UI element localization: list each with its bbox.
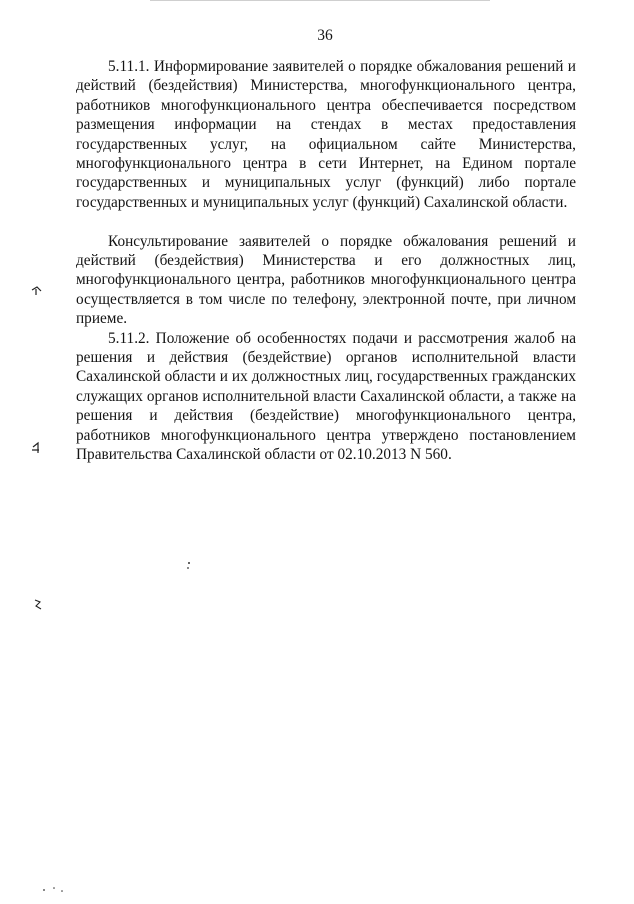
scan-mark [30, 441, 42, 455]
scan-edge-line [150, 0, 490, 1]
paragraph-consultation: Консультирование заявителей о порядке обжалования решений и действий (бездействия) Министерства и его должностных лиц, многофункционального центра, работников многофункционального центра осуществляется в том числе по телефону, электронной почте, при личном приеме. [76, 232, 576, 328]
document-body [76, 57, 576, 465]
scan-mark [32, 597, 44, 611]
scan-dot [40, 884, 70, 894]
paragraph-5-11-1: 5.11.1. Информирование заявителей о порядке обжалования решений и действий (бездействия) Министерства, многофункционального центра, работников многофункционального центра обеспечивается посредством размещения информации на стендах в местах предоставления государственных услуг, на официальном сайте Министерства, многофункционального центра в сети Интернет, на Едином портале государственных и муниципальных услуг (функций) либо портале государственных и муниципальных услуг (функций) Сахалинской области. [76, 58, 576, 211]
page-number: 36 [317, 27, 333, 44]
scan-mark [30, 283, 44, 297]
paragraph-5-11-2: 5.11.2. Положение об особенностях подачи и рассмотрения жалоб на решения и действия (бездействие) органов исполнительной власти Сахалинской области и их должностных лиц, государственных гражданских служащих органов исполнительной власти Сахалинской области, а также на решения и действия (бездействие) многофункционального центра, работников многофункционального центра утверждено постановлением Правительства Сахалинской области от 02.10.2013 N 560. [76, 329, 576, 464]
scan-dot [186, 561, 192, 571]
